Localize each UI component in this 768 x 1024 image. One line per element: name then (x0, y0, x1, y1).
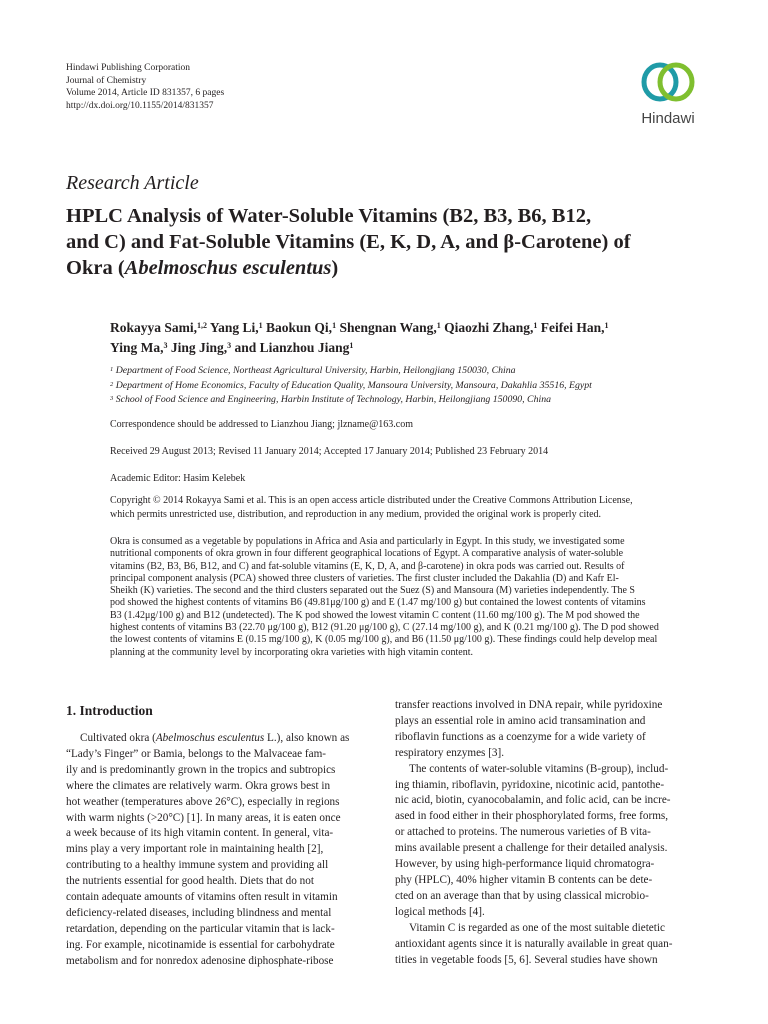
body-line: However, by using high-performance liquid chromatogra- (395, 858, 655, 871)
body-line: logical methods [4]. (395, 905, 485, 918)
body-line: Vitamin C is regarded as one of the most suitable dietetic (409, 921, 665, 934)
journal-name: Journal of Chemistry (66, 75, 147, 86)
title-line: HPLC Analysis of Water-Soluble Vitamins (B2, B3, B6, B12, (66, 205, 592, 227)
copyright-notice: Copyright © 2014 Rokayya Sami et al. This is an open access article distributed under the Creative Commons Attribution License, which permits unrestricted use, distribution, and reproduction in any medium, provided the original work is properly cited. (110, 495, 633, 520)
article-type: Research Article (66, 172, 199, 194)
affiliation-list (110, 364, 710, 408)
title-line: and C) and Fat-Soluble Vitamins (E, K, D, A, and β-Carotene) of (66, 231, 631, 253)
body-line: ased in food either in their phosphorylated forms, free forms, (395, 810, 669, 823)
author-name[interactable]: Shengnan Wang, (336, 320, 437, 335)
body-line: or attached to proteins. The numerous varieties of B vita- (395, 826, 651, 839)
body-column-left: Cultivated okra (Abelmoschus esculentus L.), also known as “Lady’s Finger” or Bamia, belongs to the Malvaceae fam- ily and is predominantly grown in the tropics and subtropics where the climates are relatively warm. Okra grows best in hot weather (temperatures above 26°C), especially in regions with warm nights (>20°C) [1]. In many areas, it is eaten once a week because of its high vitamin content. In general, vita- mins play a very important role in maintaining health [2], contributing to a healthy immune system and providing all the nutrients essential for good health. Diets that do not contain adequate amounts of vitamins often result in vitamin deficiency-related diseases, including blindness and mental retardation, depending on the particular vitamin that is lack- ing. For example, nicotinamide is essential for carbohydrate metabolism and for nonredox adenosine diphosphate-ribose (66, 731, 376, 970)
affiliation: $^1$ Department of Food Science, Northeast Agricultural University, Harbin, Heilongjiang 150030, China (110, 365, 516, 376)
body-line: transfer reactions involved in DNA repair, while pyridoxine (395, 699, 663, 711)
body-line: ing thiamin, riboflavin, pyridoxine, nicotinic acid, pantothe- (395, 778, 665, 791)
logo-text: Hindawi (641, 110, 695, 127)
affiliation: $^3$ School of Food Science and Engineering, Harbin Institute of Technology, Harbin, Heilongjiang 150090, China (110, 394, 551, 405)
author-name[interactable]: Qiaozhi Zhang, (440, 320, 534, 335)
species-name: Abelmoschus esculentus (124, 257, 332, 279)
body-line: phy (HPLC), 40% higher vitamin B contents can be dete- (395, 873, 653, 886)
publication-dates: Received 29 August 2013; Revised 11 January 2014; Accepted 17 January 2014; Published 23 February 2014 (110, 446, 549, 457)
body-line: plays an essential role in amino acid transamination and (395, 714, 646, 727)
author-line: Ying Ma,$^3$ Jing Jing,$^3$ and Lianzhou Jiang$^1$ (110, 340, 354, 355)
body-line: respiratory enzymes [3]. (395, 746, 505, 759)
author-name[interactable]: Rokayya Sami, (110, 320, 198, 335)
author-name[interactable]: Ying Ma, (110, 340, 164, 355)
abstract: Okra is consumed as a vegetable by populations in Africa and Asia and particularly in Egypt. In this study, we investigated some nutritional components of okra grown in four different geographical locations of Egypt. A comparative analysis of water-soluble vitamins (B2, B3, B6, B12, and C) and fat-soluble vitamins (E, K, D, A, and β-carotene) in okra pods was carried out. Results of principal component analysis (PCA) showed three clusters of varieties. The first cluster included the Dakahlia (D) and Kafr El- Sheikh (K) varieties. The second and the third clusters separated out the Suez (S) and Mansoura (M) varieties independently. The S pod showed the highest contents of vitamins B6 (49.81μg/100 g) and E (1.47 mg/100 g) but contained the lowest contents of vitamins B3 (1.42μg/100 g) and B12 (undetected). The K pod showed the lowest vitamin C content (11.60 mg/100 g). The M pod showed the highest contents of vitamins B3 (22.70 μg/100 g), B12 (91.20 μg/100 g), C (27.14 mg/100 g), and K (0.21 mg/100 g). The D pod showed the lowest contents of vitamins E (0.15 mg/100 g), K (0.05 mg/100 g), and B6 (11.50 μg/100 g). These findings could help develop meal planning at the community level by incorporating okra varieties with high vitamin content. (110, 536, 659, 658)
body-line: nic acid, biotin, cyanocobalamin, and folic acid, can be incre- (395, 794, 671, 807)
body-line: tities in vegetable foods [5, 6]. Several studies have shown (395, 953, 658, 966)
body-line: antioxidant agents since it is naturally available in great quan- (395, 937, 673, 950)
author-name[interactable]: Jing Jing, (167, 340, 228, 355)
rings-logo-icon (638, 60, 698, 104)
article-title (66, 203, 716, 281)
author-name[interactable]: Feifei Han, (537, 320, 605, 335)
academic-editor: Academic Editor: Hasim Kelebek (110, 473, 246, 484)
doi-link[interactable]: http://dx.doi.org/10.1155/2014/831357 (66, 100, 214, 111)
body-column-right (395, 698, 705, 968)
author-list (110, 318, 710, 358)
author-line: Rokayya Sami,$^{1,2}$ Yang Li,$^1$ Baokun Qi,$^1$ Shengnan Wang,$^1$ Qiaozhi Zhang,$^1$ Feifei Han,$^1$ (110, 320, 609, 335)
author-name[interactable]: Yang Li, (207, 320, 259, 335)
volume-info: Volume 2014, Article ID 831357, 6 pages (66, 88, 225, 98)
title-line: Okra (Abelmoschus esculentus) (66, 257, 339, 279)
body-line: riboflavin functions as a coenzyme for a wide variety of (395, 730, 646, 743)
body-line: cted on an average than that by using classical microbio- (395, 889, 649, 902)
author-name[interactable]: and Lianzhou Jiang (231, 340, 350, 355)
body-line: mins available present a challenge for their detailed analysis. (395, 842, 668, 855)
hindawi-logo (628, 60, 708, 140)
body-line: The contents of water-soluble vitamins (B-group), includ- (409, 762, 669, 775)
journal-info (66, 62, 224, 112)
body-line: Cultivated okra (Abelmoschus esculentus L.), also known as (80, 732, 350, 744)
section-heading-introduction: 1. Introduction (66, 703, 153, 718)
publisher-name: Hindawi Publishing Corporation (66, 63, 191, 73)
correspondence: Correspondence should be addressed to Lianzhou Jiang; jlzname@163.com (110, 419, 414, 430)
author-name[interactable]: Baokun Qi, (262, 320, 333, 335)
affiliation: $^2$ Department of Home Economics, Faculty of Education Quality, Mansoura University, Mansoura, Dakahlia 35516, Egypt (110, 379, 592, 391)
